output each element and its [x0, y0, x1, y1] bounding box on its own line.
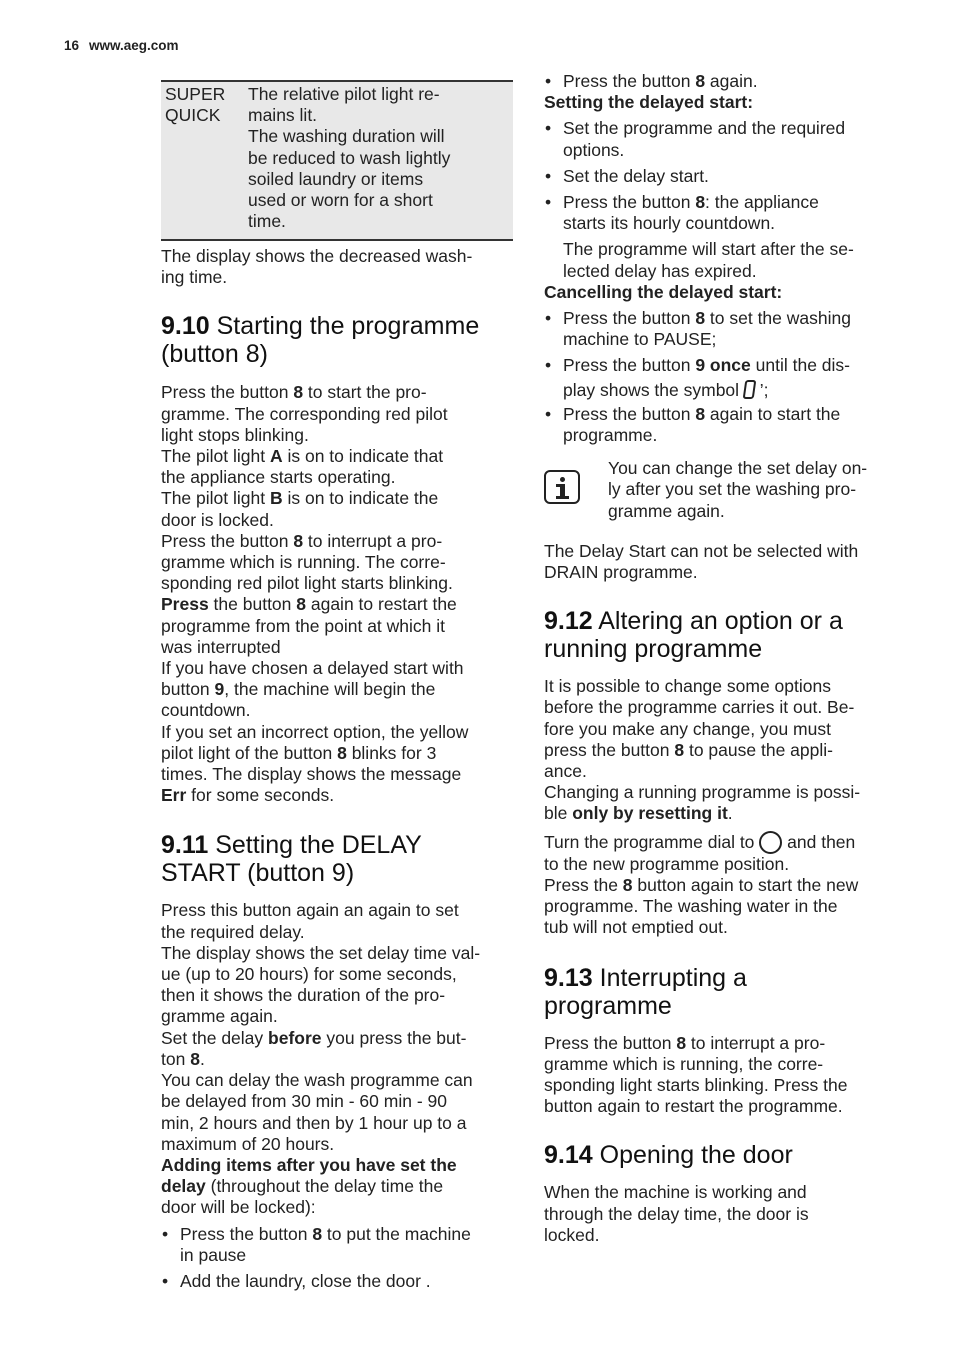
- info-icon: [544, 470, 580, 504]
- site-url: www.aeg.com: [89, 38, 179, 53]
- section-body-9-12: It is possible to change some options before the programme carries it out. Be- fore you make any change, you must press the button 8 to pause the appli- ance. Changing a running programme is possi- ble only by resetting it. Turn the programme dial to and then to the new programme position. Press the 8 button again to start the new programme. The washing water in the tub will not emptied out.: [544, 676, 861, 938]
- left-column: [161, 80, 513, 1292]
- section-body-9-13: Press the button 8 to interrupt a pro- gramme which is running, the corre- sponding light starts blinking. Press the button again to restart the programme.: [544, 1032, 848, 1117]
- info-note-text: You can change the set delay on- ly after you set the washing pro- gramme again.: [608, 458, 868, 521]
- page-number: 16: [64, 38, 80, 53]
- subheading-setting-delay: Setting the delayed start:: [544, 92, 754, 113]
- display-note: The display shows the decreased wash- ing time.: [161, 246, 473, 288]
- option-name-cell: SUPER QUICK: [165, 84, 226, 126]
- list-item: • Press the button 8: the appliance starts its hourly countdown. The programme will start after the se- lected delay has expired.: [544, 192, 896, 282]
- page-header: [64, 38, 179, 53]
- section-title-9-14: 9.14 Opening the door: [544, 1141, 793, 1170]
- list-item: • Set the delay start.: [544, 166, 896, 187]
- section-title-9-13: 9.13 Interrupting a programme: [544, 963, 747, 1020]
- reset-dial-icon: [759, 831, 782, 854]
- section-title-9-10: 9.10 Starting the programme (button 8): [161, 312, 480, 369]
- list-item: • Add the laundry, close the door .: [161, 1271, 513, 1292]
- option-description-cell: The relative pilot light re- mains lit. The washing duration will be reduced to wash lightly soiled laundry or items used or worn for a short time.: [248, 84, 451, 232]
- list-item: • Press the button 9 once until the dis- play shows the symbol ’;: [544, 355, 896, 400]
- list-item: • Press the button 8 to put the machine in pause: [161, 1224, 513, 1266]
- info-note: [544, 458, 896, 522]
- section-body-9-11: Press this button again an again to set the required delay. The display shows the set delay time val- ue (up to 20 hours) for some seconds, then it shows the duration of the pro- gramme again. Set the delay before you press the but- ton 8. You can delay the wash programme can be delayed from 30 min - 60 min - 90 min, 2 hours and then by 1 hour up to a maximum of 20 hours. Adding items after you have set the delay (throughout the delay time the door will be locked): • Press the button 8 to put the machine in pause • Add the laundry, close the door .: [161, 900, 513, 1292]
- list-item: • Press the button 8 to set the washing machine to PAUSE;: [544, 308, 896, 350]
- option-table: [161, 80, 513, 241]
- right-column: [544, 71, 896, 1246]
- section-body-9-10: Press the button 8 to start the pro- gramme. The corresponding red pilot light stops blinking. The pilot light A is on to indicate that the appliance starts operating. The pilot light B is on to indicate the door is locked. Press the button 8 to interrupt a pro- gramme which is running. The corre- sponding red pilot light starts blinking. Press the button 8 again to restart the programme from the point at which it was interrupted If you have chosen a delayed start with button 9, the machine will begin the countdown. If you set an incorrect option, the yellow pilot light of the button 8 blinks for 3 times. The display shows the message Err for some seconds.: [161, 382, 469, 806]
- section-body-9-14: When the machine is working and through the delay time, the door is locked.: [544, 1182, 809, 1245]
- list-item: • Press the button 8 again to start the programme.: [544, 404, 896, 446]
- section-title-9-11: 9.11 Setting the DELAY START (button 9): [161, 831, 422, 888]
- list-item: • Press the button 8 again.: [544, 71, 896, 92]
- list-item: • Set the programme and the required options.: [544, 118, 896, 160]
- subheading-cancel-delay: Cancelling the delayed start:: [544, 281, 783, 302]
- drain-note: The Delay Start can not be selected with DRAIN programme.: [544, 540, 859, 583]
- section-title-9-12: 9.12 Altering an option or a running programme: [544, 607, 843, 664]
